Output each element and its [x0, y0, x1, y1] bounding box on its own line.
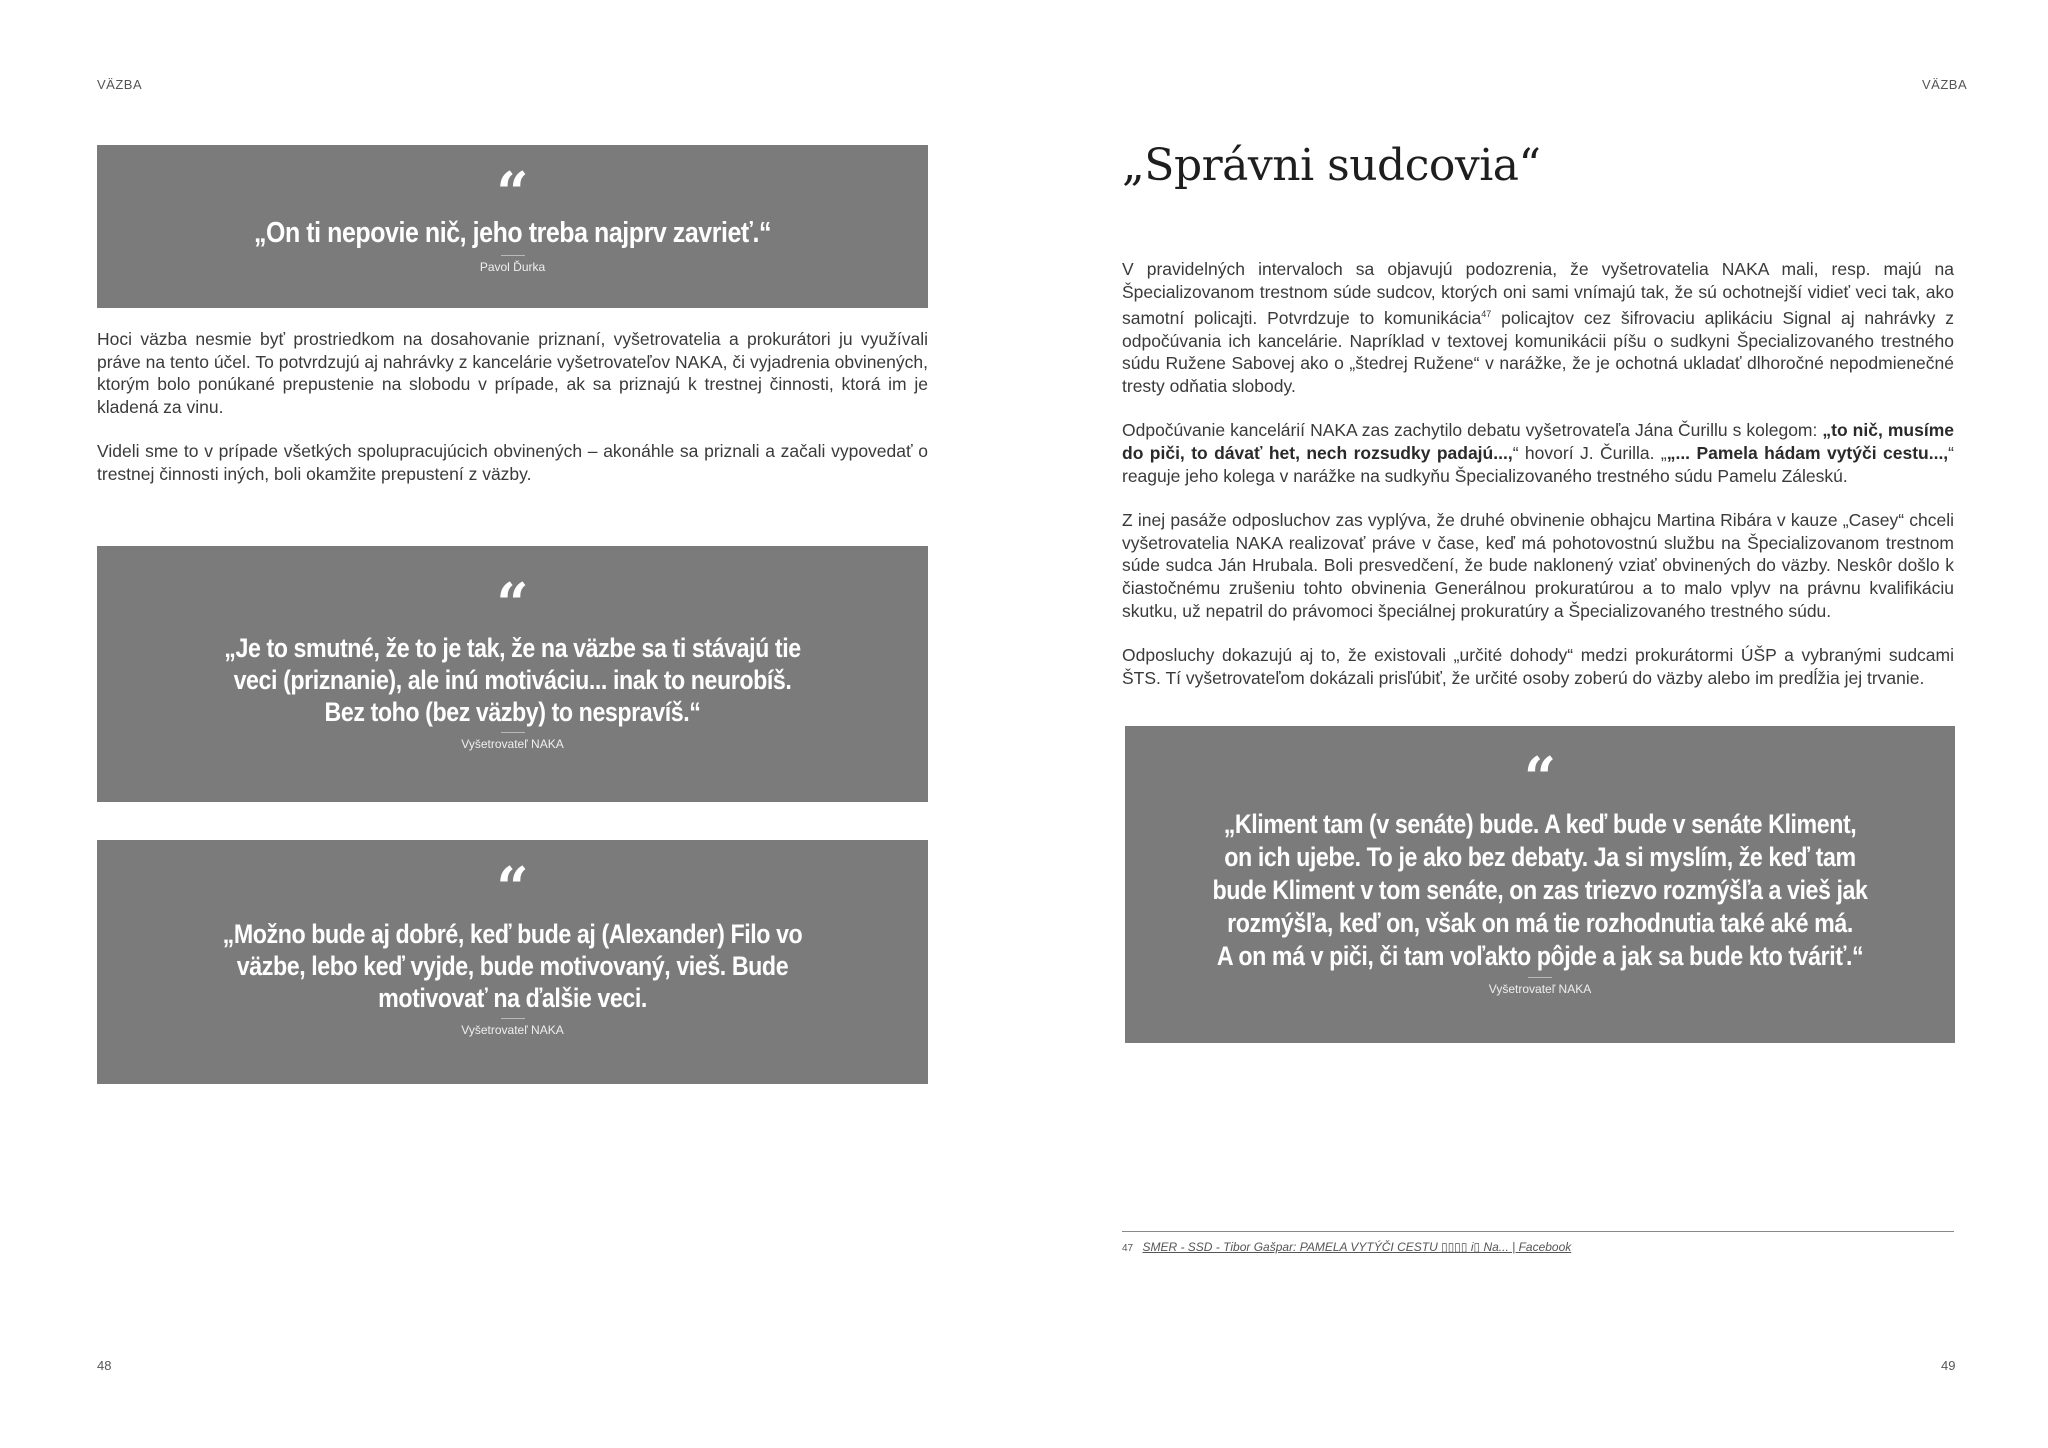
- footnote-number: 47: [1122, 1243, 1134, 1254]
- right-body-text: [1122, 258, 1954, 711]
- quote-box-smutne: [97, 546, 928, 802]
- paragraph: V pravidelných intervaloch sa objavujú podozrenia, že vyšetrovatelia NAKA mali, resp. majú na Špecializovanom trestnom súde sudcov, ktorých oni sami vnímajú tak, že sú ochotnejší vidieť veci tak, ako samotní policajti. Potvrdzuje to komunikácia$^{47}$ policajtov cez šifrovaciu aplikáciu Signal aj nahrávky z odpočúvania ich kancelárie. Napríklad v textovej komunikácii píšu o sudkyni Špecializovaného trestného súdu Ružene Sabovej ako o „štedrej Ružene“ v narážke, že je ochotná ukladať dlhoročné nepodmienečné tresty odňatia slobody.: [1122, 259, 1954, 396]
- quote-mark-icon: “: [1523, 754, 1557, 790]
- quote-box-filo: [97, 840, 928, 1084]
- right-running-head: VÄZBA: [1922, 77, 1968, 92]
- paragraph: Z inej pasáže odposluchov zas vyplýva, že druhé obvinenie obhajcu Martina Ribára v kauze „Casey“ chceli vyšetrovatelia NAKA realizovať práve v čase, keď má pohotovostnú službu na Špecializovanom trestnom súde sudca Ján Hrubala. Boli presvedčení, že bude naklonený vziať obvinených do väzby. Neskôr došlo k čiastočnému zrušeniu tohto obvinenia Generálnou prokuratúrou a to malo vplyv na právnu kvalifikáciu skutku, už nepatril do právomoci špeciálnej prokuratúry a Špecializovaného trestného súdu.: [1122, 510, 1954, 621]
- quote-rule: [501, 255, 525, 256]
- quote-line: „Možno bude aj dobré, keď bude aj (Alexander) Filo vo: [222, 919, 803, 949]
- quote-author: Vyšetrovateľ NAKA: [461, 1023, 564, 1037]
- footnote-link[interactable]: SMER - SSD - Tibor Gašpar: PAMELA VYTÝČI CESTU ▯▯▯▯ i▯ Na... | Facebook: [1142, 1240, 1572, 1254]
- quote-author: Vyšetrovateľ NAKA: [461, 737, 564, 751]
- quote-line: rozmýšľa, keď on, však on má tie rozhodnutia také aké má.: [1227, 908, 1853, 938]
- paragraph: Odpočúvanie kancelárií NAKA zas zachytilo debatu vyšetrovateľa Jána Čurillu s kolegom: „to nič, musíme do piči, to dávať het, nech rozsudky padajú...,“ hovorí J. Čurilla. „„... Pamela hádam vytýči cestu...,“ reaguje jeho kolega v narážke na sudkyňu Špecializovaného trestného súdu Pamelu Záleskú.: [1122, 420, 1954, 486]
- quote-line: bude Kliment v tom senáte, on zas triezvo rozmýšľa a vieš jak: [1212, 875, 1868, 905]
- quote-text: „On ti nepovie nič, jeho treba najprv zavrieť.“: [253, 217, 771, 249]
- quote-text: [155, 632, 870, 728]
- quote-line: väzbe, lebo keď vyjde, bude motivovaný, vieš. Bude: [236, 951, 789, 981]
- quote-line: Bez toho (bez väzby) to nespravíš.“: [324, 697, 701, 727]
- quote-line: motivovať na ďalšie veci.: [378, 983, 647, 1013]
- chapter-title: „Správni sudcovia“: [1122, 140, 1541, 191]
- quote-box-kliment: [1125, 726, 1955, 1043]
- quote-line: „Kliment tam (v senáte) bude. A keď bude v senáte Kliment,: [1223, 809, 1857, 839]
- left-page-number: 48: [97, 1358, 112, 1373]
- quote-mark-icon: “: [496, 580, 529, 616]
- quote-rule: [501, 1018, 525, 1019]
- footnote-rule: [1122, 1231, 1954, 1232]
- paragraph: Hoci väzba nesmie byť prostriedkom na dosahovanie priznaní, vyšetrovatelia a prokurátori ju využívali práve na tento účel. To potvrdzujú aj nahrávky z kancelárie vyšetrovateľov NAKA, či vyjadrenia obvinených, ktorým bolo ponúkané prepustenie na slobodu v prípade, ak sa priznajú k trestnej činnosti, ktorá im je kladená za vinu.: [97, 329, 928, 417]
- quote-box-durka: [97, 145, 928, 308]
- quote-author: Pavol Ďurka: [479, 260, 546, 274]
- paragraph: Videli sme to v prípade všetkých spolupracujúcich obvinených – akonáhle sa priznali a začali vypovedať o trestnej činnosti iných, boli okamžite prepustení z väzby.: [97, 441, 928, 484]
- paragraph: Odposluchy dokazujú aj to, že existovali „určité dohody“ medzi prokurátormi ÚŠP a vybranými sudcami ŠTS. Tí vyšetrovateľom dokázali prisľúbiť, že určité osoby zoberú do väzby alebo im predĺžia jej trvanie.: [1122, 645, 1954, 688]
- quote-rule: [1528, 977, 1552, 978]
- quote-text: [155, 918, 870, 1014]
- footnote: [1122, 1240, 1571, 1254]
- quote-text: [1183, 808, 1897, 973]
- quote-mark-icon: “: [496, 169, 529, 205]
- quote-author: Vyšetrovateľ NAKA: [1488, 982, 1592, 996]
- quote-rule: [501, 732, 525, 733]
- right-page-number: 49: [1941, 1358, 1956, 1373]
- left-running-head: VÄZBA: [97, 77, 143, 92]
- quote-line: A on má v piči, či tam voľakto pôjde a jak sa bude kto tváriť.“: [1216, 941, 1864, 971]
- left-body-text: [97, 328, 928, 508]
- footnote-ref[interactable]: 47: [1481, 309, 1492, 320]
- quote-line: on ich ujebe. To je ako bez debaty. Ja si myslím, že keď tam: [1224, 842, 1856, 872]
- quote-mark-icon: “: [496, 864, 529, 900]
- quote-line: „Je to smutné, že to je tak, že na väzbe sa ti stávajú tie: [224, 633, 801, 663]
- quote-line: veci (priznanie), ale inú motiváciu... inak to neurobíš.: [233, 665, 792, 695]
